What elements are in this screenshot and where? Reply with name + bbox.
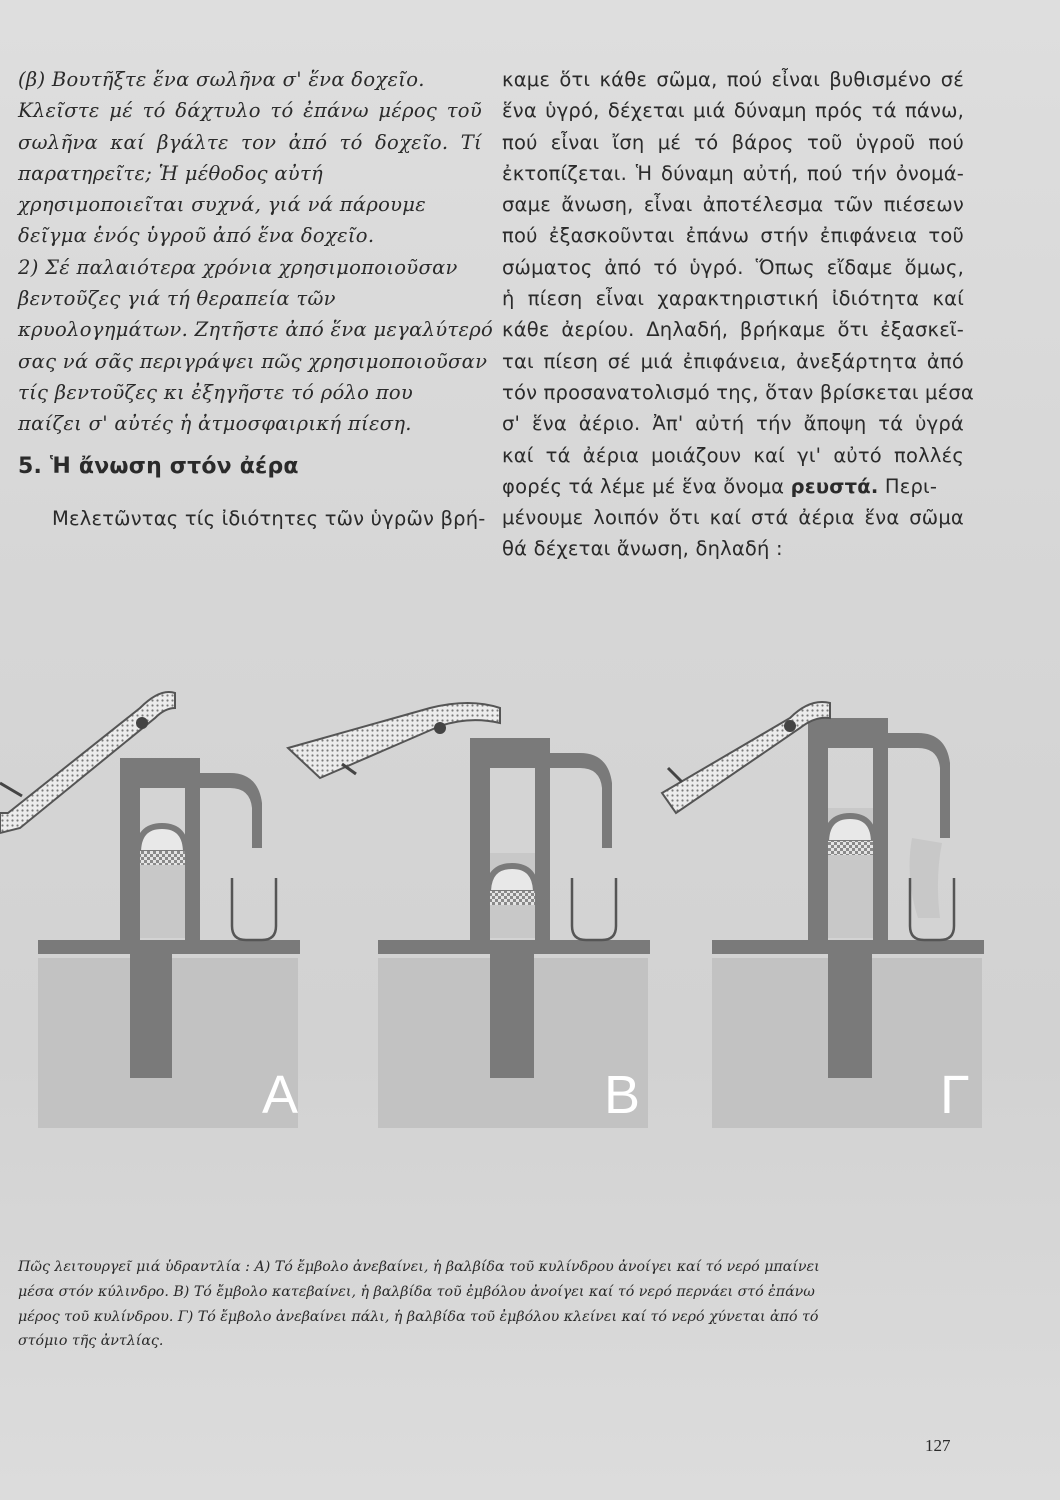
panel-label-b: Β <box>604 1065 641 1125</box>
right-column <box>502 64 974 565</box>
handle-pivot <box>784 720 796 732</box>
text-line: μένουμε λοιπόν ὅτι καί στά ἀέρια ἕνα σῶμα <box>502 506 964 530</box>
text-line: ἕνα ὑγρό, δέχεται μιά δύναμη πρός τά πάνω, <box>502 99 964 123</box>
caption-line: στόμιο τῆς ἀντλίας. <box>18 1333 164 1350</box>
caption-line: μέσα στόν κύλινδρο. Β) Τό ἔμβολο κατεβαίνει, ἡ βαλβίδα τοῦ ἐμβόλου ἀνοίγει καί τό νερό περνάει στό ἐπάνω <box>18 1283 815 1300</box>
pump-handle <box>662 702 830 813</box>
piston <box>138 826 186 853</box>
suction-pipe <box>828 948 872 1078</box>
text-line: ἐκτοπίζεται. Ἡ δύναμη αὐτή, πού τήν ὀνομά- <box>502 161 964 185</box>
text-line: τόν προσανατολισμό της, ὅταν βρίσκεται μέσα <box>502 380 974 404</box>
suction-pipe <box>130 948 172 1078</box>
text-line: παρατηρεῖτε; Ἡ μέθοδος αὐτή <box>18 161 324 185</box>
piston-valve <box>490 891 535 905</box>
left-column <box>18 64 494 440</box>
text-line: χρησιμοποιεῖται συχνά, γιά νά πάρουμε <box>18 193 427 217</box>
text-line: πού εἶναι ἴση μέ τό βάρος τοῦ ὑγροῦ πού <box>502 130 964 154</box>
glass-cup <box>572 878 616 940</box>
piston-valve <box>828 841 873 855</box>
pump-panel-c <box>662 702 984 1128</box>
exercise-2 <box>18 252 494 440</box>
exercise-b <box>18 64 482 252</box>
text-line: Κλεῖστε μέ τό δάχτυλο τό ἐπάνω μέρος τοῦ <box>18 99 482 123</box>
section-intro: Μελετῶντας τίς ἰδιότητες τῶν ὑγρῶν βρή- <box>52 507 486 530</box>
text-line: δεῖγμα ἑνός ὑγροῦ ἀπό ἕνα δοχεῖο. <box>18 224 375 248</box>
text-line: σωλῆνα καί βγάλτε τον ἀπό τό δοχεῖο. Τί <box>18 130 482 154</box>
pump-handle <box>288 703 500 778</box>
pump-figure <box>0 668 1060 1138</box>
piston <box>826 816 874 843</box>
text-line: παίζει σ' αὐτές ἡ ἀτμοσφαιρική πίεση. <box>18 412 412 436</box>
section-heading: 5. Ἡ ἄνωση στόν ἀέρα <box>18 454 299 479</box>
text-line: καμε ὅτι κάθε σῶμα, πού εἶναι βυθισμένο σέ <box>502 68 964 91</box>
text-line: 2) Σέ παλαιότερα χρόνια χρησιμοποιοῦσαν <box>18 255 458 279</box>
text-line: καί τά ἀέρια μοιάζουν καί γι' αὐτό πολλές <box>502 443 964 467</box>
text-line: σας νά σᾶς περιγράψει πῶς χρησιμοποιοῦσαν <box>18 349 488 373</box>
text-line: θά δέχεται ἄνωση, δηλαδή : <box>502 537 783 561</box>
handle-pivot <box>434 722 446 734</box>
suction-pipe <box>490 948 534 1078</box>
piston-valve <box>140 851 185 865</box>
pump-panel-b <box>288 703 650 1128</box>
text-line: σώματος ἀπό τό ὑγρό. Ὅπως εἴδαμε ὅμως, <box>502 255 964 279</box>
text-line: σαμε ἄνωση, εἶναι ἀποτέλεσμα τῶν πιέσεων <box>502 193 964 217</box>
text-fragment: Περι- <box>878 474 938 498</box>
water-stream <box>910 838 942 918</box>
push-arrow <box>0 783 22 796</box>
push-arrow <box>668 768 682 782</box>
panel-label-c: Γ <box>940 1065 970 1125</box>
text-line: πού ἐξασκοῦνται ἐπάνω στήν ἐπιφάνεια τοῦ <box>502 224 964 248</box>
page-number: 127 <box>925 1436 951 1455</box>
caption-line: Πῶς λειτουργεῖ μιά ὑδραντλία : Α) Τό ἔμβολο ἀνεβαίνει, ἡ βαλβίδα τοῦ κυλίνδρου ἀνοίγει καί τό νερό μπαίνει <box>18 1259 820 1275</box>
text-line-with-bold <box>502 471 964 502</box>
text-line: βεντοῦζες γιά τή θεραπεία τῶν <box>18 287 336 311</box>
pump-panel-a <box>0 692 300 1128</box>
glass-cup <box>232 878 276 940</box>
text-line: ἡ πίεση εἶναι χαρακτηριστική ἰδιότητα καί <box>502 287 964 311</box>
bold-term: ρευστά. <box>790 474 879 498</box>
text-line: κάθε ἀερίου. Δηλαδή, βρήκαμε ὅτι ἐξασκεῖ- <box>502 318 964 342</box>
text-line: τίς βεντοῦζες κι ἐξηγῆστε τό ρόλο που <box>18 380 414 404</box>
text-line: (β) Βουτῆξτε ἕνα σωλῆνα σ' ἕνα δοχεῖο. <box>18 68 425 91</box>
text-line: κρυολογημάτων. Ζητῆστε ἀπό ἕνα μεγαλύτερό <box>18 318 494 342</box>
text-line: σ' ἕνα ἀέριο. Ἀπ' αὐτή τήν ἄποψη τά ὑγρά <box>502 412 964 436</box>
text-fragment: φορές τά λέμε μέ ἕνα ὄνομα <box>502 474 791 498</box>
piston <box>488 866 536 893</box>
text-line: ται πίεση σέ μιά ἐπιφάνεια, ἀνεξάρτητα ἀπό <box>502 349 964 373</box>
panel-label-a: Α <box>262 1065 299 1125</box>
caption-line: μέρος τοῦ κυλίνδρου. Γ) Τό ἔμβολο ἀνεβαίνει πάλι, ἡ βαλβίδα τοῦ ἐμβόλου κλείνει καί τό νερό χύνεται ἀπό τό <box>18 1308 819 1325</box>
handle-pivot <box>136 717 148 729</box>
figure-caption <box>18 1255 958 1354</box>
